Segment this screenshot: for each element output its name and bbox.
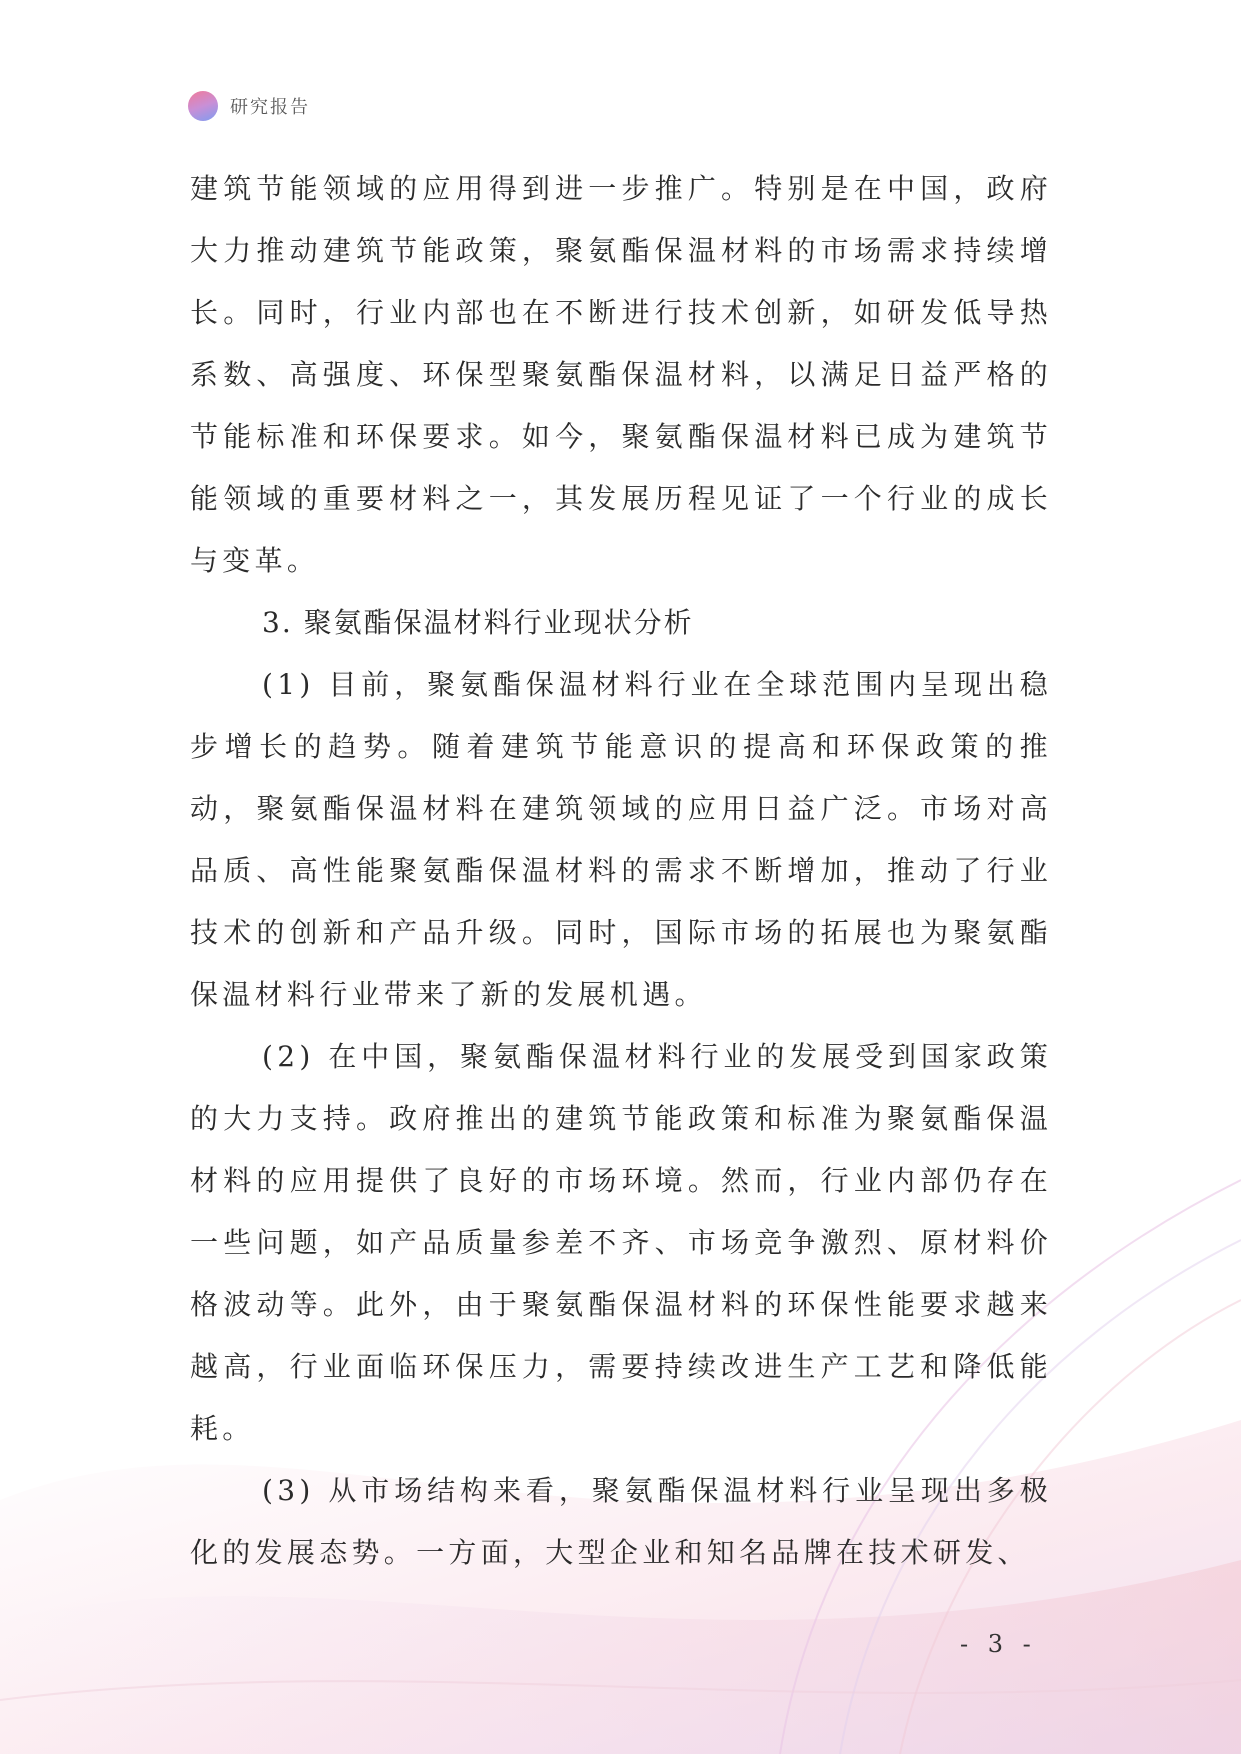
paragraph-2: (2) 在中国，聚氨酯保温材料行业的发展受到国家政策的大力支持。政府推出的建筑节能政策和标准为聚氨酯保温材料的应用提供了良好的市场环境。然而，行业内部仍存在一些问题，如产品质量参差不齐、市场竞争激烈、原材料价格波动等。此外，由于聚氨酯保温材料的环保性能要求越来越高，行业面临环保压力，需要持续改进生产工艺和降低能耗。: [190, 1040, 1052, 1445]
page-number: - 3 -: [960, 1630, 1037, 1658]
section-heading: 3. 聚氨酯保温材料行业现状分析: [262, 606, 694, 639]
intro-paragraph: 建筑节能领域的应用得到进一步推广。特别是在中国，政府大力推动建筑节能政策，聚氨酯保温材料的市场需求持续增长。同时，行业内部也在不断进行技术创新，如研发低导热系数、高强度、环保型聚氨酯保温材料，以满足日益严格的节能标准和环保要求。如今，聚氨酯保温材料已成为建筑节能领域的重要材料之一，其发展历程见证了一个行业的成长与变革。: [190, 172, 1052, 577]
paragraph-3: (3) 从市场结构来看，聚氨酯保温材料行业呈现出多极化的发展态势。一方面，大型企业和知名品牌在技术研发、: [190, 1474, 1052, 1569]
logo-icon: [188, 91, 218, 121]
paragraph-1: (1) 目前，聚氨酯保温材料行业在全球范围内呈现出稳步增长的趋势。随着建筑节能意识的提高和环保政策的推动，聚氨酯保温材料在建筑领域的应用日益广泛。市场对高品质、高性能聚氨酯保温材料的需求不断增加，推动了行业技术的创新和产品升级。同时，国际市场的拓展也为聚氨酯保温材料行业带来了新的发展机遇。: [190, 668, 1052, 1011]
header-title: 研究报告: [230, 97, 310, 118]
report-header: [188, 88, 310, 124]
document-body: [190, 158, 1052, 1584]
